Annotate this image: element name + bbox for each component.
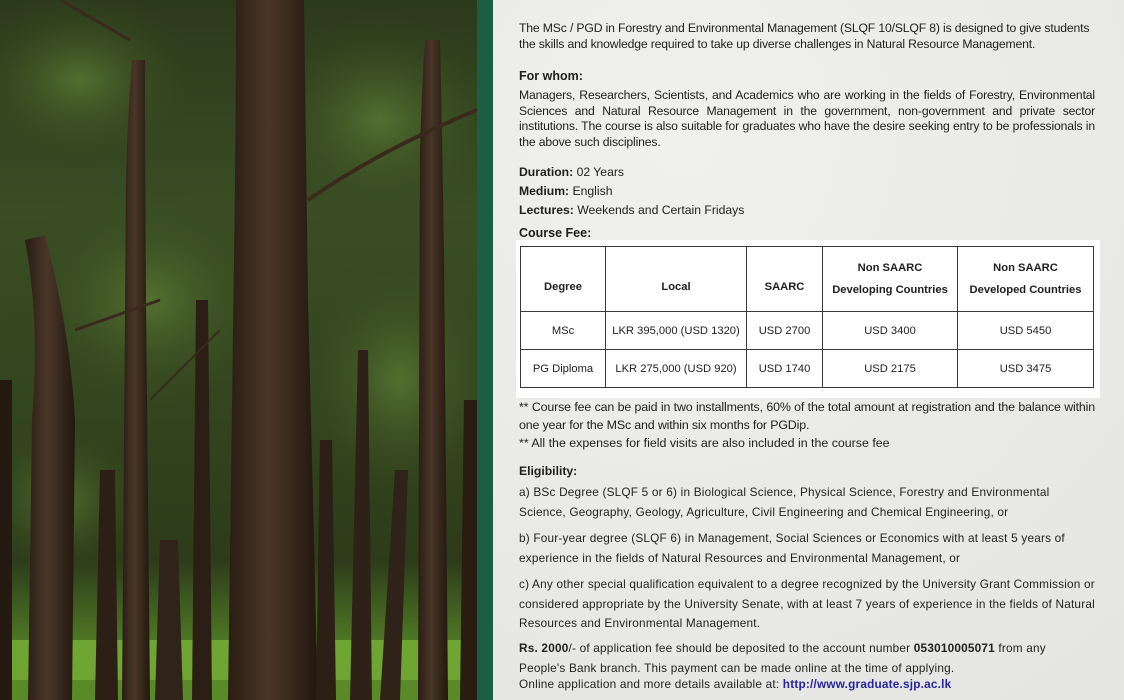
cell-saarc: USD 1740 [747, 350, 823, 388]
duration-row [519, 163, 1095, 182]
medium-label: Medium: [519, 184, 570, 198]
cell-non-saarc-developing: USD 2175 [823, 350, 958, 388]
course-fee-heading: Course Fee: [519, 226, 592, 240]
medium-value: English [572, 184, 613, 198]
graduate-website-link[interactable]: http://www.graduate.sjp.ac.lk [782, 677, 952, 691]
for-whom-heading: For whom: [519, 69, 583, 83]
lectures-value: Weekends and Certain Fridays [577, 203, 745, 217]
lectures-row [519, 201, 1095, 220]
header-non-saarc-developing: Non SAARC Developing Countries [823, 247, 958, 312]
forest-photo [0, 0, 477, 700]
installment-note: ** Course fee can be paid in two installments, 60% of the total amount at registration and the balance within one year for the MSc and within six months for PGDip. [519, 400, 1095, 432]
cell-non-saarc-developed: USD 3475 [958, 350, 1094, 388]
medium-row [519, 182, 1095, 201]
header-degree: Degree [521, 247, 606, 312]
course-fee-table [520, 246, 1094, 388]
header-saarc: SAARC [747, 247, 823, 312]
online-application-line [519, 675, 1095, 695]
cell-non-saarc-developing: USD 3400 [823, 312, 958, 350]
course-fee-table-container [516, 240, 1100, 398]
forest-illustration [0, 0, 477, 700]
fee-amount: Rs. 2000 [519, 641, 569, 655]
header-non-saarc-developed: Non SAARC Developed Countries [958, 247, 1094, 312]
duration-label: Duration: [519, 165, 574, 179]
table-header-row [521, 247, 1094, 312]
online-application-text: Online application and more details available at: [519, 677, 783, 691]
fee-text-part-2: from any People's Bank branch. This payment can be made online at the time of applying. [519, 641, 1046, 675]
eligibility-item-b: b) Four-year degree (SLQF 6) in Management, Social Sciences or Economics with at least 5 years of experience in the fields of Natural Resources and Environmental Management, or [519, 531, 1065, 565]
application-fee-text [519, 639, 1095, 678]
eligibility-item-a: a) BSc Degree (SLQF 5 or 6) in Biological Science, Physical Science, Forestry and Environmental Science, Geography, Geology, Agriculture, Civil Engineering and Chemical Engineering, or [519, 485, 1050, 519]
eligibility-item-c: c) Any other special qualification equivalent to a degree recognized by the University Grant Commission or considered appropriate by the University Senate, with at least 7 years of experience in the fields of Natural Resources and Environmental Management. [519, 577, 1095, 630]
program-details [519, 163, 1095, 220]
fee-text-part-1: /- of application fee should be deposited to the account number [568, 641, 914, 655]
program-info-panel [493, 0, 1124, 700]
header-local: Local [606, 247, 747, 312]
for-whom-text: Managers, Researchers, Scientists, and Academics who are working in the fields of Forestry, Environmental Sciences and Natural Resource Management in the government, non-government and private sector institutions. The course is also suitable for graduates who have the desire seeking entry to be professionals in the above such disciplines. [519, 88, 1095, 149]
table-row [521, 312, 1094, 350]
table-row [521, 350, 1094, 388]
account-number: 053010005071 [913, 641, 995, 655]
cell-degree: MSc [521, 312, 606, 350]
lectures-label: Lectures: [519, 203, 574, 217]
cell-saarc: USD 2700 [747, 312, 823, 350]
eligibility-heading: Eligibility: [519, 464, 578, 478]
cell-local: LKR 395,000 (USD 1320) [606, 312, 747, 350]
green-accent-stripe [477, 0, 493, 700]
duration-value: 02 Years [576, 165, 625, 179]
field-visit-note: ** All the expenses for field visits are also included in the course fee [519, 436, 890, 450]
cell-local: LKR 275,000 (USD 920) [606, 350, 747, 388]
cell-degree: PG Diploma [521, 350, 606, 388]
intro-paragraph: The MSc / PGD in Forestry and Environmental Management (SLQF 10/SLQF 8) is designed to give students the skills and knowledge required to take up diverse challenges in Natural Resource Management. [519, 21, 1090, 51]
cell-non-saarc-developed: USD 5450 [958, 312, 1094, 350]
